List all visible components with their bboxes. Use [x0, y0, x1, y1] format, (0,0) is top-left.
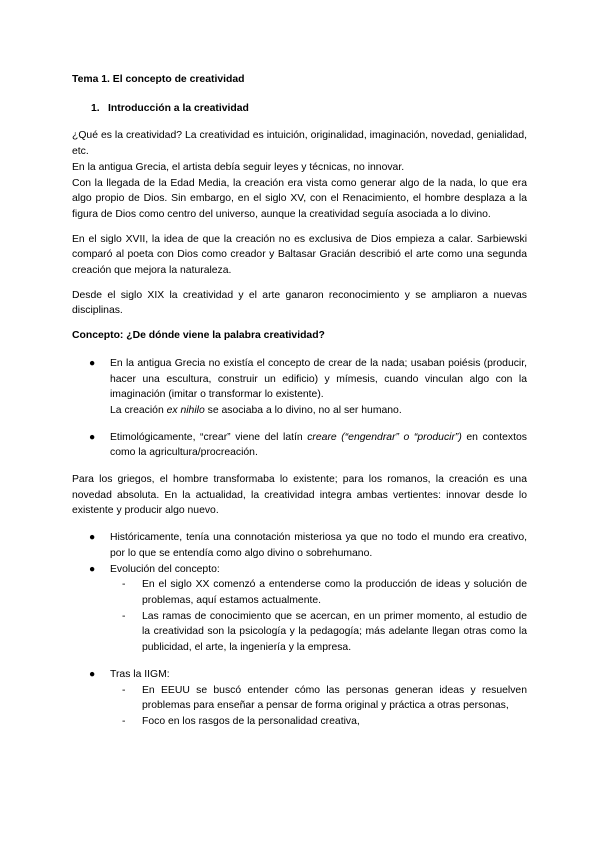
bullet-icon: ●: [89, 563, 96, 575]
list-item-text: Históricamente, tenía una connotación misteriosa ya que no todo el mundo era creativo, por lo que se entendía como algo divino o sobrehumano.: [110, 532, 527, 559]
intro-paragraph-3: Con la llegada de la Edad Media, la creación era vista como generar algo de la nada, lo que era algo propio de Dios. Sin embargo, en el siglo XV, con el Renacimiento, el hombre desplaza a la figura de Dios como centro del universo, aunque la creatividad seguía asociada a lo divino.: [72, 177, 527, 220]
list-item: [72, 667, 527, 683]
list-item-text: Evolución del concepto:: [110, 563, 220, 575]
section-number: 1.: [91, 102, 100, 114]
document-page: [72, 72, 527, 730]
list-item: [72, 356, 527, 419]
sub-list-item-text: En EEUU se buscó entender cómo las personas generan ideas y resuelven problemas para enseñar a pensar de forma original y práctica a otras personas,: [142, 684, 527, 712]
bullet-icon: ●: [89, 668, 96, 680]
intro-paragraph-4: En el siglo XVII, la idea de que la creación no es exclusiva de Dios empieza a calar. Sarbiewski comparó al poeta con Dios como creador y Baltasar Gracián describió el arte como una segunda creación que mejora la naturaleza.: [72, 233, 527, 277]
dash-icon: -: [122, 684, 126, 696]
sub-list-item: [72, 609, 527, 656]
bullet-icon: ●: [89, 357, 96, 369]
postwar-list: [72, 667, 527, 730]
list-item: [72, 562, 527, 578]
sub-list-item: [72, 683, 527, 714]
section-heading: [91, 101, 527, 117]
sub-list-item: [72, 577, 527, 608]
concept-list: [72, 356, 527, 461]
sub-list-item-text: Foco en los rasgos de la personalidad creativa,: [142, 715, 360, 727]
sub-list-item-text: En el siglo XX comenzó a entenderse como la producción de ideas y solución de problemas, aquí estamos actualmente.: [142, 579, 527, 606]
sub-list-item-text: Las ramas de conocimiento que se acercan, en un primer momento, al estudio de la creatividad son la psicología y la pedagogía; más adelante llegan otras como la publicidad, el arte, la ingeniería y la empresa.: [142, 610, 527, 654]
greeks-paragraph: Para los griegos, el hombre transformaba lo existente; para los romanos, la creación es una novedad absoluta. En la actualidad, la creatividad integra ambas vertientes: innovar desde lo existente y producir algo nuevo.: [72, 474, 527, 517]
intro-paragraph-2: En la antigua Grecia, el artista debía seguir leyes y técnicas, no innovar.: [72, 161, 405, 173]
dash-icon: -: [122, 610, 126, 622]
bullet-icon: ●: [89, 431, 96, 443]
dash-icon: -: [122, 715, 126, 727]
document-title: Tema 1. El concepto de creatividad: [72, 74, 245, 85]
emphasis-text: creare (“engendrar” o “producir”): [307, 431, 462, 443]
list-item: [72, 530, 527, 561]
history-list: [72, 530, 527, 656]
list-item-text-line2: La creación ex nihilo se asociaba a lo divino, no al ser humano.: [110, 404, 402, 416]
intro-paragraph-1: ¿Qué es la creatividad? La creatividad es intuición, originalidad, imaginación, novedad, genialidad, etc.: [72, 130, 527, 158]
section-label: Introducción a la creatividad: [108, 102, 249, 114]
list-item-text: Etimológicamente, “crear” viene del latín creare (“engendrar” o “producir”) en contextos como la agricultura/procreación.: [110, 431, 527, 459]
list-item-text: En la antigua Grecia no existía el concepto de crear de la nada; usaban poiésis (producir, hacer una escultura, construir un edificio) y mímesis, cuando vinculan algo con la imaginación (imitar o transformar lo existente).: [110, 357, 527, 401]
sub-list-item: [72, 714, 527, 730]
list-item: [72, 430, 527, 461]
intro-paragraph-5: Desde el siglo XIX la creatividad y el arte ganaron reconocimiento y se ampliaron a nuevas disciplinas.: [72, 289, 527, 317]
dash-icon: -: [122, 579, 126, 591]
concept-heading: Concepto: ¿De dónde viene la palabra creatividad?: [72, 330, 325, 342]
list-item-text: Tras la IIGM:: [110, 668, 170, 680]
bullet-icon: ●: [89, 532, 96, 544]
emphasis-text: ex nihilo: [166, 404, 205, 416]
